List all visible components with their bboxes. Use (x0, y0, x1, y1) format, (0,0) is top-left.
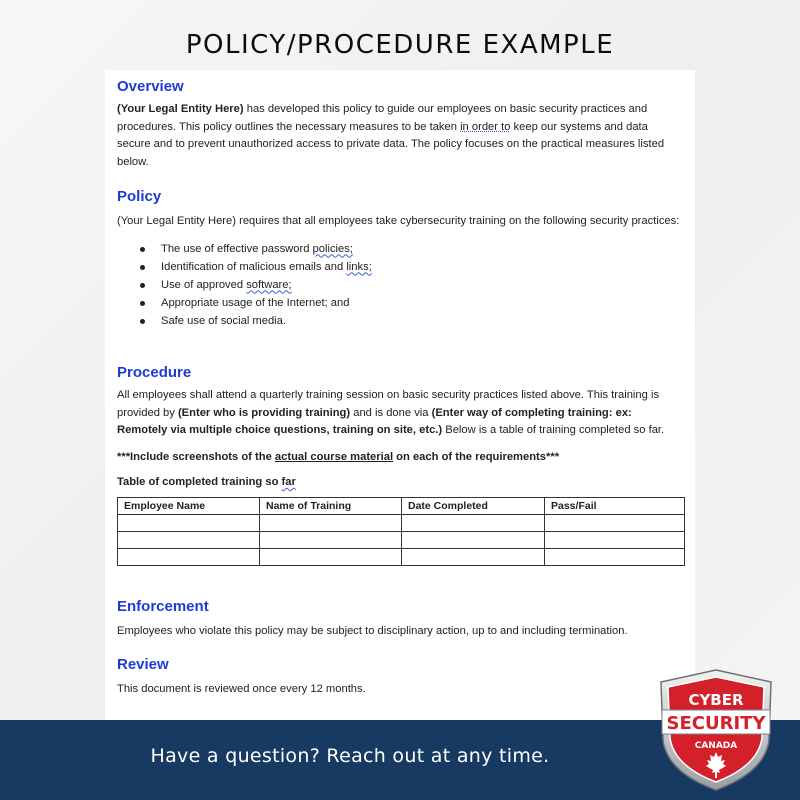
footer-cta-text: Have a question? Reach out at any time. (150, 745, 550, 767)
page-title: POLICY/PROCEDURE EXAMPLE (185, 30, 615, 60)
column-header: Pass/Fail (545, 497, 685, 514)
bullet-icon (140, 283, 145, 288)
bullet-icon (140, 319, 145, 324)
grammar-flag: in order to (460, 120, 511, 133)
enforcement-paragraph: Employees who violate this policy may be subject to disciplinary action, up to and including termination. (117, 625, 628, 637)
list-item: The use of effective password policies; (117, 240, 683, 258)
document-page (105, 70, 695, 720)
logo-word-canada: CANADA (694, 741, 738, 751)
list-item: Appropriate usage of the Internet; and (117, 294, 683, 312)
logo-word-security: SECURITY (666, 713, 766, 734)
table-title: Table of completed training so far (117, 476, 296, 488)
enforcement-section (117, 598, 683, 641)
column-header: Employee Name (118, 497, 260, 514)
training-table (117, 497, 685, 566)
column-header: Name of Training (260, 497, 402, 514)
table-row (118, 531, 685, 548)
overview-paragraph: (Your Legal Entity Here) has developed this policy to guide our employees on basic security practices and procedures. This policy outlines the necessary measures to be taken in order to keep our systems and data secure and to prevent unauthorized access to private data. The policy focuses on the practical measures listed below. (117, 103, 665, 168)
legal-entity-placeholder: (Your Legal Entity Here) (117, 103, 244, 115)
overview-heading: Overview (117, 78, 184, 95)
review-paragraph: This document is reviewed once every 12 months. (117, 683, 366, 695)
overview-section (117, 78, 683, 171)
enforcement-heading: Enforcement (117, 598, 209, 615)
bullet-icon (140, 247, 145, 252)
cyber-security-canada-logo (657, 668, 775, 792)
table-row (118, 548, 685, 565)
procedure-paragraph: All employees shall attend a quarterly training session on basic security practices listed above. This training is provided by (Enter who is providing training) and is done via (Enter way of completing training: ex: Remotely via multiple choice questions, training on site, etc.) Below is a table of training completed so far. (117, 389, 665, 436)
screenshot-note: ***Include screenshots of the actual course material on each of the requirements*** (117, 450, 560, 463)
list-item: Safe use of social media. (117, 312, 683, 330)
policy-section (117, 188, 683, 330)
bullet-icon (140, 265, 145, 270)
list-item: Use of approved software; (117, 276, 683, 294)
table-row (118, 514, 685, 531)
table-header-row (118, 497, 685, 514)
review-section (117, 656, 683, 699)
logo-word-cyber: CYBER (688, 691, 744, 709)
list-item: Identification of malicious emails and links; (117, 258, 683, 276)
procedure-heading: Procedure (117, 364, 192, 381)
procedure-section (117, 364, 683, 566)
policy-heading: Policy (117, 188, 162, 205)
review-heading: Review (117, 656, 169, 673)
column-header: Date Completed (402, 497, 545, 514)
policy-list (117, 240, 683, 330)
bullet-icon (140, 301, 145, 306)
policy-intro: (Your Legal Entity Here) requires that all employees take cybersecurity training on the following security practices: (117, 215, 680, 227)
